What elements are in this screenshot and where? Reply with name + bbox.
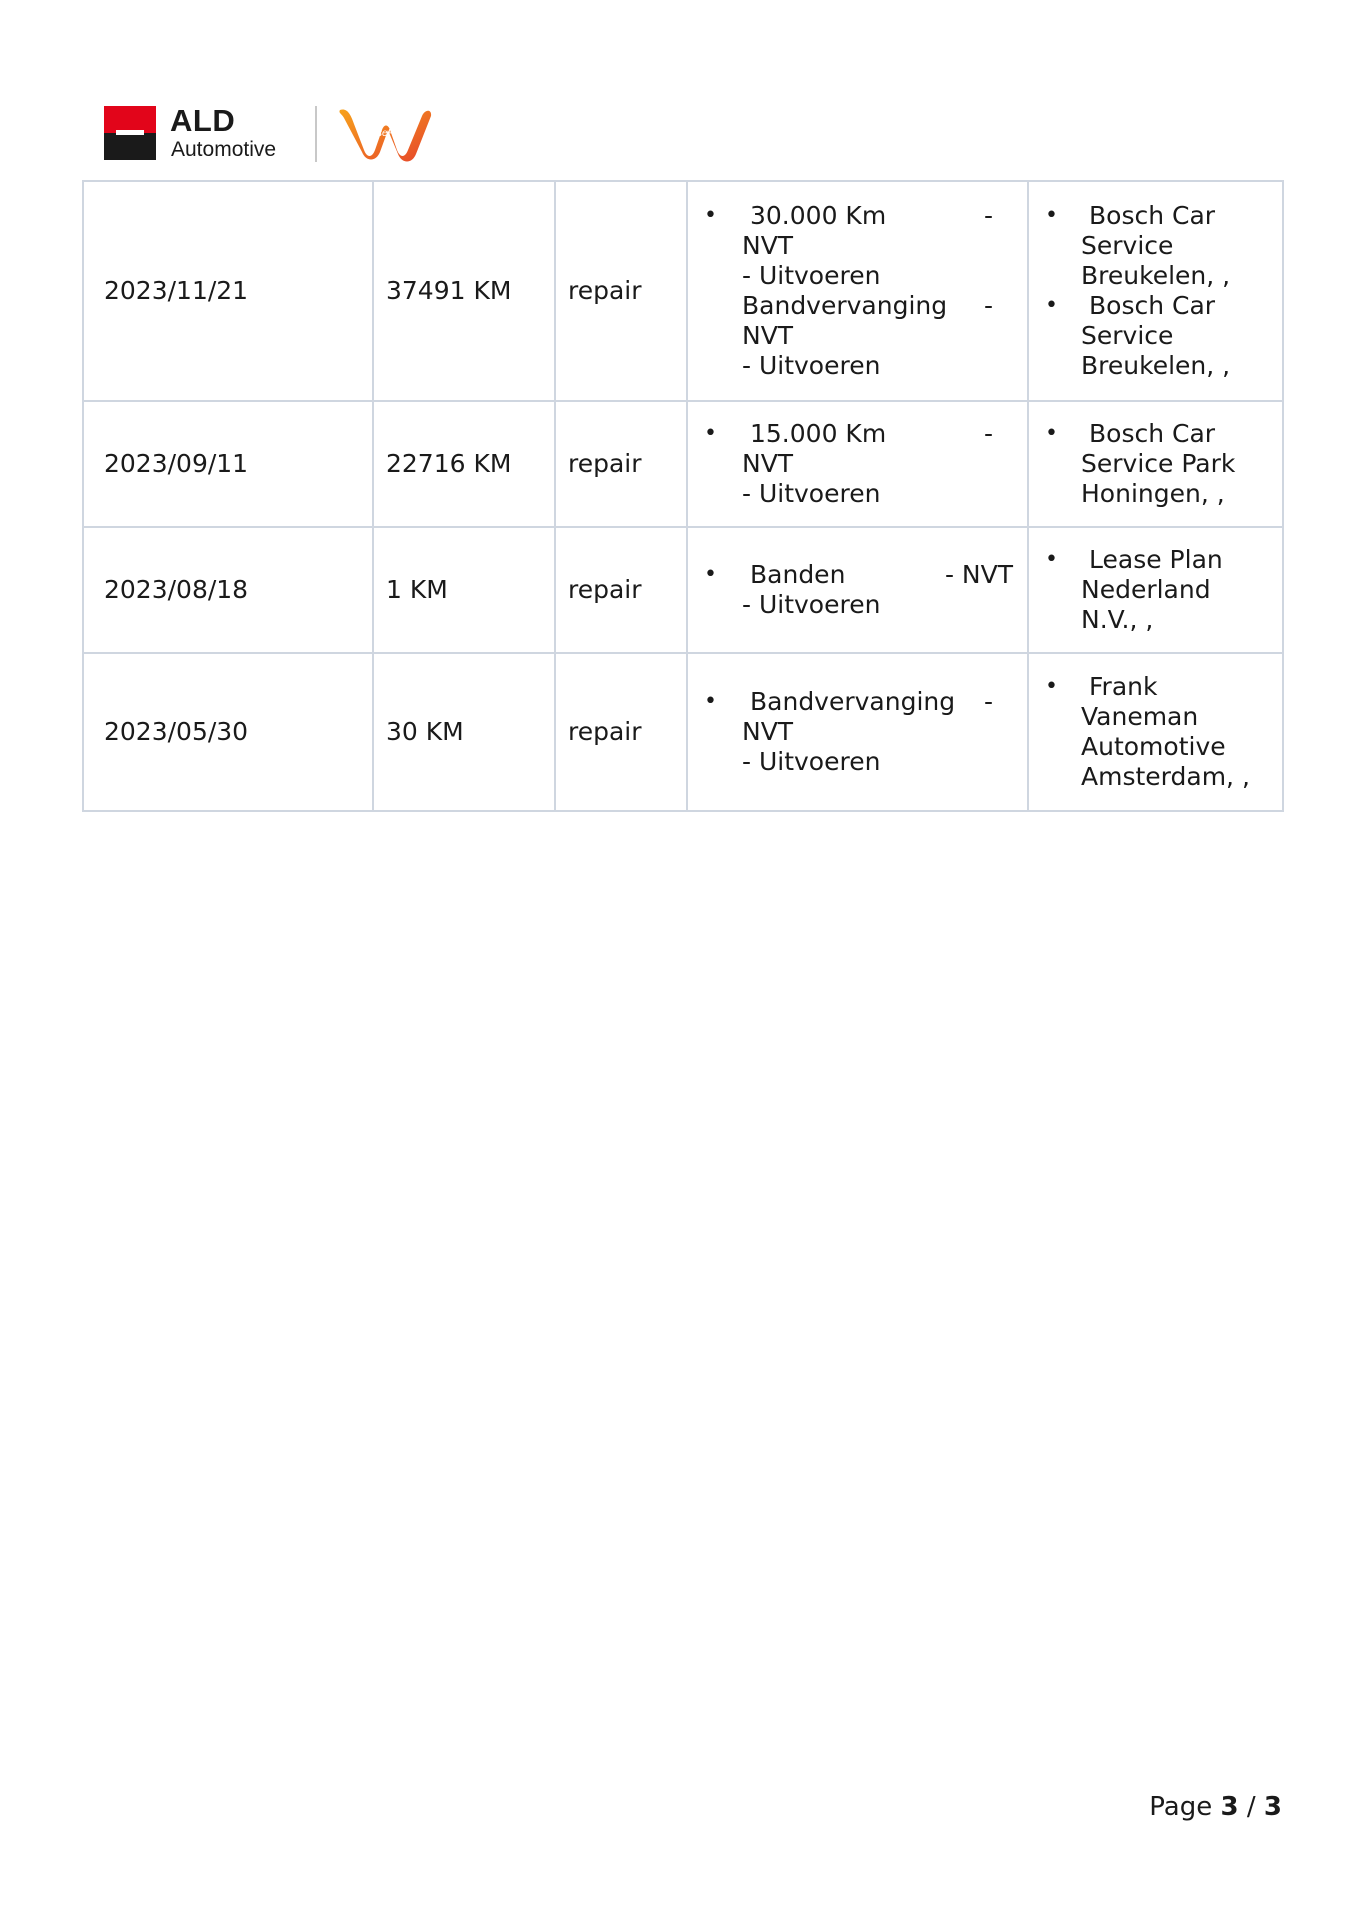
cell-locations: [1028, 401, 1283, 527]
service-line: [742, 560, 1013, 590]
cell-date: 2023/08/18: [83, 527, 373, 653]
location-line: Service: [1081, 321, 1174, 350]
service-item: [698, 201, 1013, 381]
cell-services: [687, 653, 1028, 811]
ald-logo-mark: [104, 106, 156, 160]
location-list: [1039, 419, 1272, 509]
service-dash: -: [983, 291, 993, 320]
cell-type: repair: [555, 527, 687, 653]
service-line: [742, 291, 1013, 321]
page-separator: /: [1246, 1792, 1256, 1822]
table-row: [83, 181, 1283, 401]
table-row: [83, 527, 1283, 653]
location-line: Vaneman: [1081, 702, 1199, 731]
service-dash: -: [983, 201, 993, 230]
service-line: [742, 687, 1013, 717]
location-line: • Bosch Car: [1089, 201, 1216, 230]
location-line: Honingen, ,: [1081, 479, 1225, 508]
location-line: Service Park: [1081, 449, 1236, 478]
service-dash: -: [983, 687, 993, 716]
cell-mileage: 1 KM: [373, 527, 555, 653]
location-line: Breukelen, ,: [1081, 351, 1231, 380]
cell-services: [687, 401, 1028, 527]
location-line: • Lease Plan: [1089, 545, 1223, 574]
location-item: [1039, 291, 1272, 381]
location-list: [1039, 672, 1272, 792]
service-list: [698, 687, 1013, 777]
cell-date: 2023/09/11: [83, 401, 373, 527]
service-line: [742, 201, 1013, 231]
cell-services: [687, 527, 1028, 653]
service-detail: NVT: [742, 321, 794, 350]
cell-date: 2023/05/30: [83, 653, 373, 811]
service-item: [698, 419, 1013, 509]
location-item: [1039, 672, 1272, 792]
service-detail: - Uitvoeren: [742, 747, 881, 776]
location-line: Automotive: [1081, 732, 1226, 761]
page-total: 3: [1263, 1792, 1282, 1822]
service-detail: - Uitvoeren: [742, 479, 881, 508]
location-line: • Bosch Car: [1089, 419, 1216, 448]
ald-logo-subtitle: Automotive: [171, 138, 277, 161]
location-item: [1039, 545, 1272, 635]
location-line: • Bosch Car: [1089, 291, 1216, 320]
service-name: • Banden: [750, 560, 846, 589]
cell-locations: [1028, 653, 1283, 811]
cell-mileage: 37491 KM: [373, 181, 555, 401]
cell-type: repair: [555, 181, 687, 401]
service-name: • Bandvervanging: [750, 687, 956, 716]
service-detail: NVT: [742, 231, 794, 260]
location-line: • Frank: [1089, 672, 1158, 701]
service-detail: - Uitvoeren: [742, 590, 881, 619]
location-line: N.V., ,: [1081, 605, 1154, 634]
document-header: [104, 104, 444, 166]
service-dash: -: [983, 419, 993, 448]
service-name: • 30.000 Km: [750, 201, 887, 230]
location-item: [1039, 201, 1272, 291]
page-current: 3: [1220, 1792, 1239, 1822]
service-list: [698, 560, 1013, 620]
cell-type: repair: [555, 653, 687, 811]
service-item: [698, 687, 1013, 777]
service-item: [698, 560, 1013, 620]
page-number: [1149, 1792, 1282, 1822]
cell-mileage: 30 KM: [373, 653, 555, 811]
service-dash: - NVT: [944, 560, 1013, 589]
logo-divider: [315, 106, 317, 162]
leaseplan-logo: [336, 104, 436, 162]
service-name: • 15.000 Km: [750, 419, 887, 448]
table-row: [83, 653, 1283, 811]
location-line: Service: [1081, 231, 1174, 260]
cell-mileage: 22716 KM: [373, 401, 555, 527]
service-list: [698, 201, 1013, 381]
location-line: Breukelen, ,: [1081, 261, 1231, 290]
location-line: Amsterdam, ,: [1081, 762, 1250, 791]
maintenance-history-table: [82, 180, 1284, 812]
cell-services: [687, 181, 1028, 401]
location-item: [1039, 419, 1272, 509]
svg-text:LeasePlan: LeasePlan: [360, 128, 408, 139]
page-label: Page: [1149, 1792, 1213, 1822]
location-list: [1039, 545, 1272, 635]
location-line: Nederland: [1081, 575, 1211, 604]
service-line: [742, 419, 1013, 449]
service-detail: - Uitvoeren: [742, 261, 881, 290]
cell-date: 2023/11/21: [83, 181, 373, 401]
service-detail: NVT: [742, 717, 794, 746]
cell-locations: [1028, 527, 1283, 653]
service-detail: - Uitvoeren: [742, 351, 881, 380]
service-name: Bandvervanging: [742, 291, 948, 320]
service-list: [698, 419, 1013, 509]
table-row: [83, 401, 1283, 527]
ald-logo-name: ALD: [170, 103, 236, 138]
location-list: [1039, 201, 1272, 381]
cell-type: repair: [555, 401, 687, 527]
cell-locations: [1028, 181, 1283, 401]
service-detail: NVT: [742, 449, 794, 478]
